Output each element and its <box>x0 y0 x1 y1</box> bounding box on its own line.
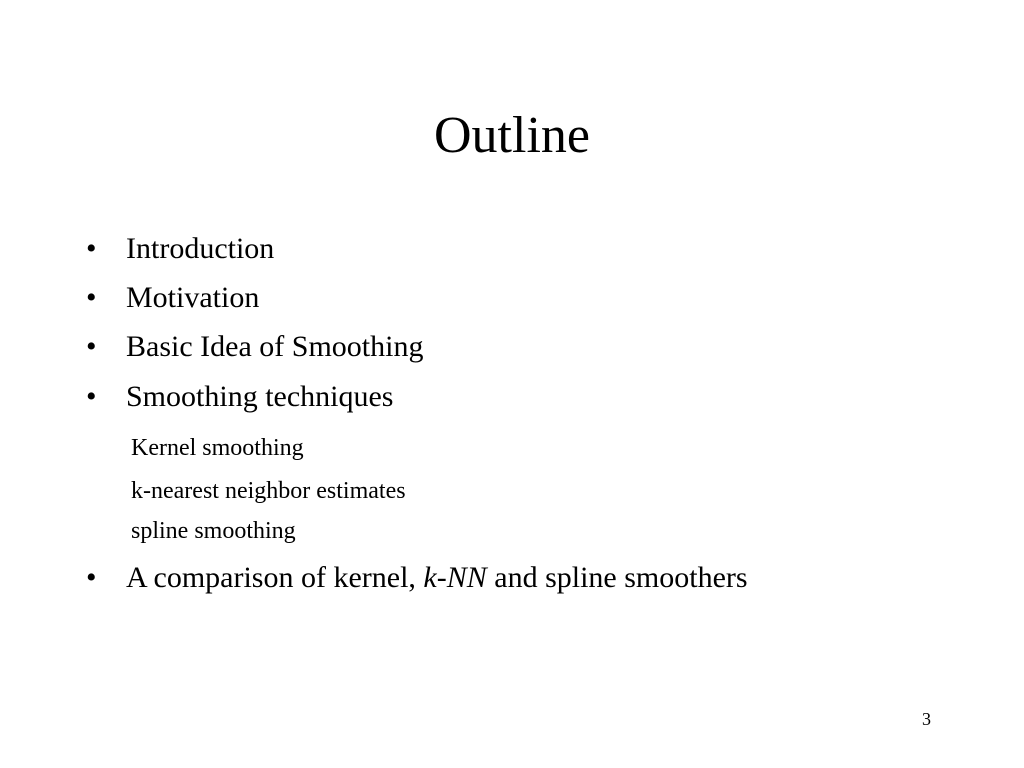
page-number: 3 <box>922 709 931 729</box>
bullet-text-after: and spline smoothers <box>486 561 748 594</box>
bullet-text-before: A comparison of kernel, <box>126 561 424 594</box>
bullet-text: Basic Idea of Smoothing <box>126 330 424 363</box>
sub-item-knn-estimates: k-nearest neighbor estimates <box>131 478 406 504</box>
bullet-text-italic: k-NN <box>423 561 487 594</box>
bullet-item-introduction <box>86 231 274 267</box>
bullet-item-basic-idea <box>86 329 423 365</box>
bullet-text: Smoothing techniques <box>126 380 394 413</box>
bullet-icon: • <box>86 330 97 363</box>
sub-item-kernel-smoothing: Kernel smoothing <box>131 435 304 461</box>
bullet-item-comparison <box>86 560 748 596</box>
bullet-icon: • <box>86 281 97 314</box>
bullet-item-smoothing-techniques <box>86 379 393 415</box>
bullet-icon: • <box>86 561 97 594</box>
slide-title: Outline <box>434 107 590 164</box>
sub-item-spline-smoothing: spline smoothing <box>131 518 296 544</box>
bullet-item-motivation <box>86 280 259 316</box>
bullet-icon: • <box>86 232 97 265</box>
bullet-icon: • <box>86 380 97 413</box>
bullet-text: Motivation <box>126 281 260 314</box>
bullet-text: Introduction <box>126 232 275 265</box>
